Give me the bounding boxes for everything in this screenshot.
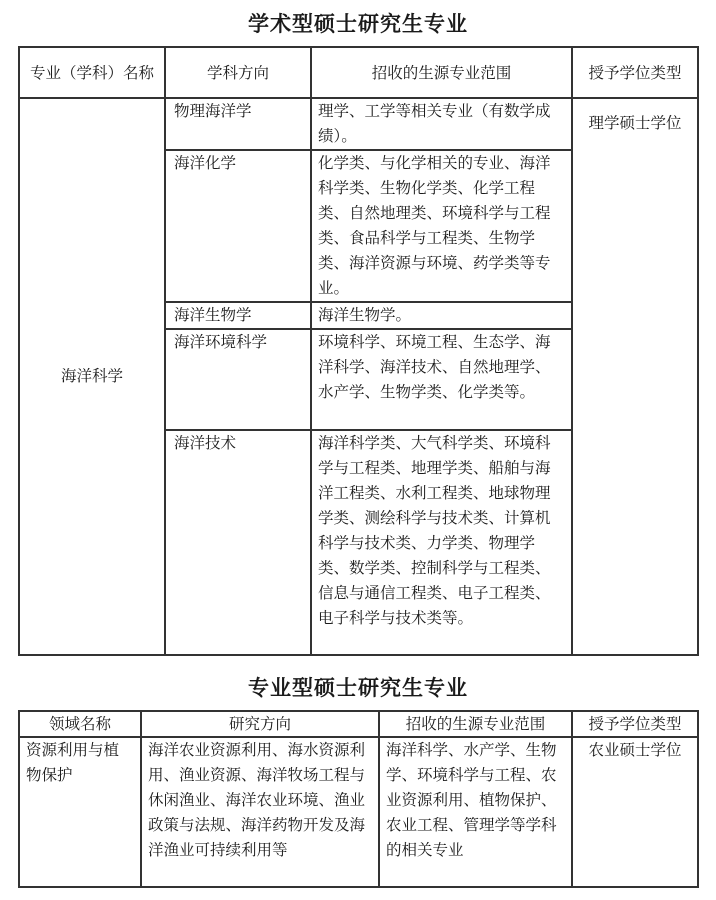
table-row [19, 98, 698, 150]
professional-majors-table [18, 710, 699, 888]
degree-type-cell: 农业硕士学位 [572, 737, 698, 887]
direction-cell: 海洋农业资源利用、海水资源利用、渔业资源、海洋牧场工程与休闲渔业、海洋农业环境、渔业政策与法规、海洋药物开发及海洋渔业可持续利用等 [141, 737, 379, 887]
scope-cell: 理学、工学等相关专业（有数学成绩）。 [311, 98, 572, 150]
header-direction: 研究方向 [141, 711, 379, 737]
academic-title: 学术型硕士研究生专业 [248, 12, 468, 36]
direction-cell: 海洋化学 [165, 150, 311, 302]
degree-type-cell: 理学硕士学位 [572, 98, 698, 655]
header-scope: 招收的生源专业范围 [311, 47, 572, 98]
field-name-cell: 资源利用与植物保护 [19, 737, 141, 887]
header-degree: 授予学位类型 [572, 711, 698, 737]
direction-cell: 海洋环境科学 [165, 329, 311, 430]
scope-cell: 海洋科学类、大气科学类、环境科学与工程类、地理学类、船舶与海洋工程类、水利工程类、地球物理学类、测绘科学与技术类、计算机科学与技术类、力学类、物理学类、数学类、控制科学与工程类、信息与通信工程类、电子工程类、电子科学与技术类等。 [311, 430, 572, 655]
table-row [19, 737, 698, 887]
major-name-cell: 海洋科学 [19, 98, 165, 655]
header-field: 领域名称 [19, 711, 141, 737]
direction-cell: 海洋技术 [165, 430, 311, 655]
header-direction: 学科方向 [165, 47, 311, 98]
scope-cell: 环境科学、环境工程、生态学、海洋科学、海洋技术、自然地理学、水产学、生物学类、化学类等。 [311, 329, 572, 430]
header-major: 专业（学科）名称 [19, 47, 165, 98]
direction-cell: 物理海洋学 [165, 98, 311, 150]
professional-title: 专业型硕士研究生专业 [248, 676, 468, 700]
scope-cell: 化学类、与化学相关的专业、海洋科学类、生物化学类、化学工程类、自然地理类、环境科学与工程类、食品科学与工程类、生物学类、海洋资源与环境、药学类等专业。 [311, 150, 572, 302]
direction-cell: 海洋生物学 [165, 302, 311, 329]
scope-cell: 海洋生物学。 [311, 302, 572, 329]
header-scope: 招收的生源专业范围 [379, 711, 572, 737]
academic-majors-table [18, 46, 699, 656]
header-degree: 授予学位类型 [572, 47, 698, 98]
scope-cell: 海洋科学、水产学、生物学、环境科学与工程、农业资源利用、植物保护、农业工程、管理学等学科的相关专业 [379, 737, 572, 887]
